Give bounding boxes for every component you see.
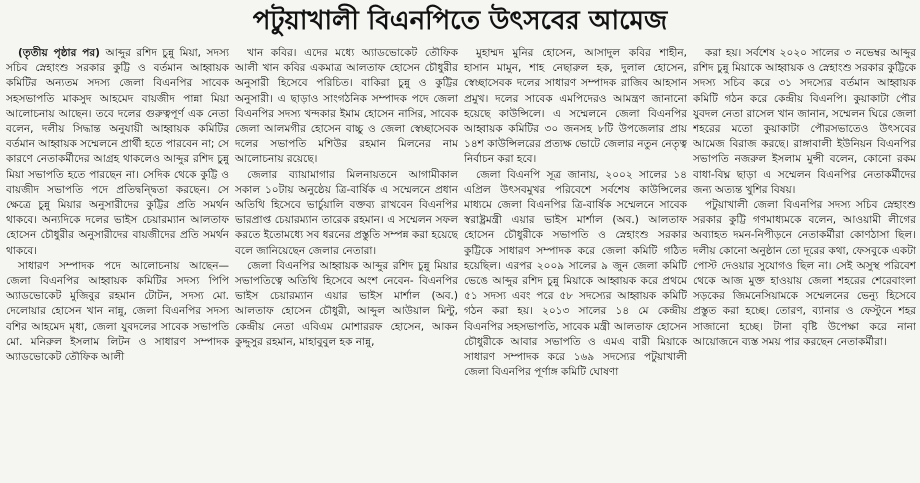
paragraph [6,46,229,259]
article-body [6,46,916,480]
paragraph-text: আব্দুর রশিদ চুন্নু মিয়া, সদস্য সচিব স্নেহাংশু সরকার কুট্টি ও বর্তমান আহ্বায়ক কমিটির অন্যতম সদস্য জেলা বিএনপির সাবেক সহসভাপতি মাকসুদ আহমেদ বায়জীদ পান্না মিয়া আলোচনায় আছেন। তবে দলের গুরুত্বপূর্ণ এক নেতা বলেন, দলীয় সিদ্ধান্ত অনুযায়ী আহ্বায়ক কমিটির বর্তমান আহ্বায়ক সম্মেলনে প্রার্থী হতে পারবেন না; সে কারণে নেতাকর্মীদের আগ্রহ থাকলেও আব্দুর রশিদ চুন্নু মিয়া সভাপতি হতে পারছেন না। সেদিক থেকে কুট্টি ও বায়জীদ সভাপতি পদে প্রতিদ্বন্দ্বিতা করছেন। সে ক্ষেত্রে চুন্নু মিয়ার অনুসারীদের কুট্টির প্রতি সমর্থন থাকবে। অন্যদিকে দলের ভাইস চেয়ারম্যান আলতাফ হোসেন চৌধুরীর অনুসারীদের বায়জীদের প্রতি সমর্থন থাকবে। [6,47,229,257]
column-1 [6,46,229,480]
continuation-marker: (তৃতীয় পৃষ্ঠার পর) [18,47,100,59]
paragraph: জেলা বিএনপি সূত্র জানায়, ২০০২ সালের ১৪ এপ্রিল উৎসবমুখর পরিবেশে সর্বশেষ কাউন্সিলের মাধ্যমে জেলা বিএনপির ত্রি-বার্ষিক সম্মেলনে সাবেক স্বরাষ্ট্রমন্ত্রী এয়ার ভাইস মার্শাল (অব.) আলতাফ হোসেন চৌধুরীকে সভাপতি ও স্নেহাংশু সরকার কুট্টিকে সাধারণ সম্পাদক করে জেলা কমিটি গঠিত হয়েছিল। এরপর ২০০৯ সালের ৯ জুন জেলা কমিটি ভেঙে আব্দুর রশিদ চুন্নু মিয়াকে আহ্বায়ক করে প্রথমে ৫১ সদস্য এবং পরে ৫৮ সদস্যের আহ্বায়ক কমিটি গঠন করা হয়। ২০১৩ সালের ১৪ মে কেন্দ্রীয় বিএনপির সহসভাপতি, সাবেক মন্ত্রী আলতাফ হোসেন চৌধুরীকে আবার সভাপতি ও এমএ বারী মিয়াকে সাধারণ সম্পাদক করে ১৬৯ সদস্যের পটুয়াখালী জেলা বিএনপির পূর্ণাঙ্গ কমিটি ঘোষণা [464,168,687,379]
column-3 [464,46,687,480]
paragraph: করা হয়। সর্বশেষ ২০২০ সালের ৩ নভেম্বর আব্দুর রশিদ চুন্নু মিয়াকে আহ্বায়ক ও স্নেহাংশু সরকার কুট্টিকে সদস্য সচিব করে ৩১ সদস্যের বর্তমান আহ্বায়ক কমিটি গঠন করে কেন্দ্রীয় বিএনপি। কুয়াকাটা পৌর যুবদল নেতা রাসেল খান জানান, সম্মেলন ঘিরে জেলা শহরের মতো কুয়াকাটা পৌরসভাতেও উৎসবের আমেজ বিরাজ করছে। রাঙ্গাবালী ইউনিয়ন বিএনপির সভাপতি নজরুল ইসলাম মুন্সী বলেন, কোনো রকম বাধা-বিঘ্ন ছাড়া এ সম্মেলন বিএনপির নেতাকর্মীদের জন্য অত্যন্ত খুশির বিষয়। [693,47,916,196]
article-headline: পটুয়াখালী বিএনপিতে উৎসবের আমেজ [252,6,668,36]
column-2 [235,46,458,480]
paragraph: পটুয়াখালী জেলা বিএনপির সদস্য সচিব স্নেহাংশু সরকার কুট্টি গণমাধ্যমকে বলেন, আওয়ামী লীগের অব্যাহত দমন-নিপীড়নে নেতাকর্মীরা কোণঠাসা ছিল। দলীয় কোনো অনুষ্ঠান তো দূরের কথা, ফেসবুকে একটা পোস্ট দেওয়ার সুযোগও ছিল না। সেই অসুস্থ পরিবেশ থেকে আজ মুক্ত হাওয়ায় জেলা শহরের শেরেবাংলা সড়কের জিমনেসিয়ামকে সম্মেলনের ভেন্যু হিসেবে প্রস্তুত করা হচ্ছে। তোরণ, ব্যানার ও ফেস্টুনে শহর সাজানো হচ্ছে। টানা বৃষ্টি উপেক্ষা করে নানা আয়োজনে ব্যস্ত সময় পার করছেন নেতাকর্মীরা। [693,199,916,348]
column-4 [693,46,916,480]
paragraph: মুহাম্মদ মুনির হোসেন, আসাদুল কবির শাহীন, হাসান মামুন, শাহ নেছারুল হক, দুলাল হোসেন, স্বেচ্ছাসেবক দলের সাধারণ সম্পাদক রাজিব আহসান প্রমুখ। দলের সাবেক এমপিদেরও আমন্ত্রণ জানানো হয়েছে কাউন্সিলে। এ সম্মেলনে জেলা বিএনপির আহ্বায়ক কমিটির ৩০ জনসহ ৮টি উপজেলার প্রায় ১৪শ কাউন্সিলরের প্রত্যক্ষ ভোটে জেলার নতুন নেতৃত্ব নির্বাচন করা হবে। [464,47,687,166]
paragraph: জেলার ব্যায়ামাগার মিলনায়তনে আগামীকাল সকাল ১০টায় অনুষ্ঠেয় ত্রি-বার্ষিক এ সম্মেলনে প্রধান অতিথি হিসেবে ভার্চুয়ালি বক্তব্য রাখবেন বিএনপির ভারপ্রাপ্ত চেয়ারম্যান তারেক রহমান। এ সম্মেলন সফল করতে ইতোমধ্যে সব ধরনের প্রস্তুতি সম্পন্ন করা হয়েছে বলে জানিয়েছেন জেলার নেতারা। [235,168,458,257]
paragraph: সাধারণ সম্পাদক পদে আলোচনায় আছেন— জেলা বিএনপির আহ্বায়ক কমিটির সদস্য পিপি অ্যাডভোকেট মুজিবুর রহমান টোটন, সদস্য মো. দেলোয়ার হোসেন খান নান্নু, জেলা বিএনপির সদস্য বশির আহমেদ মৃধা, জেলা যুবদলের সাবেক সভাপতি মো. মনিরুল ইসলাম লিটন ও সাধারণ সম্পাদক অ্যাডভোকেট তৌফিক আলী [6,259,229,364]
paragraph: জেলা বিএনপির আহ্বায়ক আব্দুর রশিদ চুন্নু মিয়ার সভাপতিত্বে অতিথি হিসেবে অংশ নেবেন- বিএনপির ভাইস চেয়ারম্যান এয়ার ভাইস মার্শাল (অব.) আলতাফ হোসেন চৌধুরী, আব্দুল আউয়াল মিন্টু, কেন্দ্রীয় নেতা এবিএম মোশাররফ হোসেন, আকন কুদ্দুসুর রহমান, মাহাবুবুল হক নান্নু, [235,259,458,348]
paragraph: খান কবির। এদের মধ্যে অ্যাডভোকেট তৌফিক আলী খান কবির একমাত্র আলতাফ হোসেন চৌধুরীর অনুসারী হিসেবে পরিচিত। বাকিরা চুন্নু ও কুট্টির অনুসারী। এ ছাড়াও সাংগঠনিক সম্পাদক পদে জেলা বিএনপির সদস্য খন্দকার ইমাম হোসেন নাসির, সাবেক জেলা আলমগীর হোসেন বাচ্চু ও জেলা স্বেচ্ছাসেবক দলের সভাপতি মশিউর রহমান মিলনের নাম আলোচনায় রয়েছে। [235,47,458,166]
